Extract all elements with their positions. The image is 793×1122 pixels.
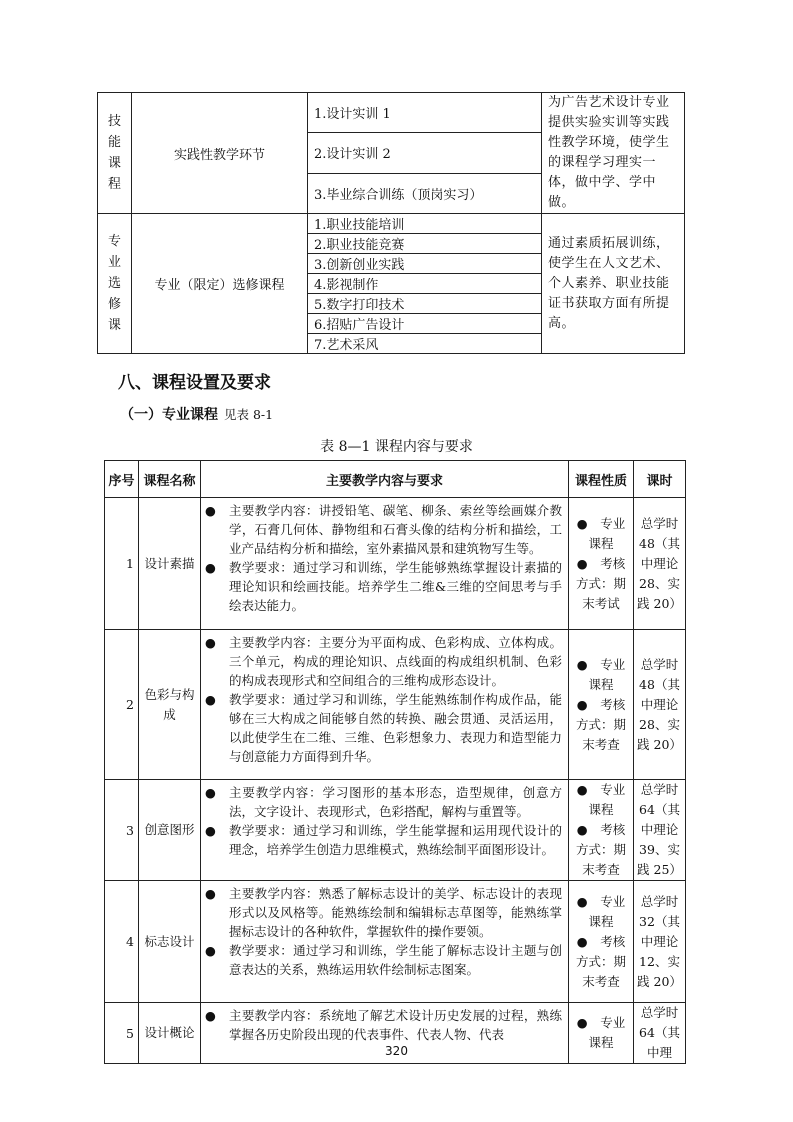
content-bullet-item bbox=[205, 501, 562, 558]
header-hours: 课时 bbox=[634, 461, 686, 498]
course-nature: ● 专业课程 ● 考核方式：期末考试 bbox=[569, 498, 634, 630]
course-name: 标志设计 bbox=[139, 881, 201, 1003]
content-bullet-item bbox=[205, 941, 562, 979]
content-text: 主要教学内容：学习图形的基本形态，造型规律，创意方法，文字设计、表现形式，色彩搭配，解构与重置等。 bbox=[229, 785, 562, 819]
bullet-icon: ● bbox=[205, 943, 216, 958]
course-name: 设计素描 bbox=[139, 498, 201, 630]
bullet-icon: ● bbox=[205, 560, 216, 575]
content-bullet-item bbox=[205, 558, 562, 615]
practice-item: 7.艺术采风 bbox=[308, 334, 542, 354]
course-number: 3 bbox=[105, 780, 139, 881]
practice-item: 1.职业技能培训 bbox=[308, 214, 542, 234]
subcategory-cell: 专业（限定）选修课程 bbox=[132, 214, 308, 354]
course-nature: ● 专业课程 ● 考核方式：期末考查 bbox=[569, 881, 634, 1003]
course-number: 5 bbox=[105, 1003, 139, 1064]
practice-item: 4.影视制作 bbox=[308, 274, 542, 294]
course-nature: ● 专业课程 ● 考核方式：期末考查 bbox=[569, 630, 634, 780]
section-heading: 八、课程设置及要求 bbox=[118, 373, 271, 393]
course-row bbox=[105, 498, 686, 630]
course-row bbox=[105, 780, 686, 881]
table-reference: 见表 8-1 bbox=[224, 407, 274, 422]
course-content bbox=[201, 780, 569, 881]
subsection-heading bbox=[120, 404, 273, 424]
content-bullet-item bbox=[205, 884, 562, 941]
header-content: 主要教学内容与要求 bbox=[201, 461, 569, 498]
bullet-icon: ● bbox=[205, 886, 216, 901]
page-number: 320 bbox=[385, 1044, 408, 1058]
bullet-icon: ● bbox=[205, 503, 216, 518]
course-nature: ● 专业课程 ● 考核方式：期末考查 bbox=[569, 780, 634, 881]
bullet-icon: ● bbox=[205, 692, 216, 707]
content-text: 主要教学内容：主要分为平面构成、色彩构成、立体构成。三个单元，构成的理论知识、点线面的构成组织机制、色彩的构成表现形式和空间组合的三维构成形态设计。 bbox=[229, 635, 562, 688]
table-caption: 表 8—1 课程内容与要求 bbox=[320, 439, 473, 455]
content-text: 主要教学内容：系统地了解艺术设计历史发展的过程，熟练掌握各历史阶段出现的代表事件、代表人物、代表 bbox=[229, 1008, 562, 1042]
content-text: 教学要求：通过学习和训练，学生能够熟练掌握设计素描的理论知识和绘画技能。培养学生二维&三维的空间思考与手绘表达能力。 bbox=[229, 560, 562, 613]
course-number: 2 bbox=[105, 630, 139, 780]
course-content bbox=[201, 630, 569, 780]
course-content bbox=[201, 881, 569, 1003]
header-nature: 课程性质 bbox=[569, 461, 634, 498]
course-number: 1 bbox=[105, 498, 139, 630]
course-name: 创意图形 bbox=[139, 780, 201, 881]
category-cell: 专 业 选 修 课 bbox=[98, 214, 132, 354]
category-cell: 技 能 课 程 bbox=[98, 93, 132, 214]
practice-item: 3.毕业综合训练（顶岗实习） bbox=[308, 173, 542, 213]
elective-practice-table bbox=[97, 92, 685, 354]
content-bullet-item bbox=[205, 1006, 562, 1044]
bullet-icon: ● bbox=[205, 823, 216, 838]
content-text: 教学要求：通过学习和训练，学生能熟练制作构成作品，能够在三大构成之间能够自然的转换、融会贯通、灵活运用，以此使学生在二维、三维、色彩想象力、表现力和造型能力与创意能力方面得到升华。 bbox=[229, 692, 562, 764]
bullet-icon: ● bbox=[205, 1008, 216, 1023]
header-name: 课程名称 bbox=[139, 461, 201, 498]
course-hours: 总学时 64（其中理论 39、实践 25） bbox=[634, 780, 686, 881]
header-no: 序号 bbox=[105, 461, 139, 498]
practice-row bbox=[98, 214, 685, 234]
course-nature: ● 专业课程 bbox=[569, 1003, 634, 1064]
content-bullet-item bbox=[205, 821, 562, 859]
course-content-table bbox=[104, 460, 686, 1064]
course-hours: 总学时 48（其中理论 28、实践 20） bbox=[634, 630, 686, 780]
bullet-icon: ● bbox=[205, 785, 216, 800]
course-hours: 总学时 32（其中理论 12、实践 20） bbox=[634, 881, 686, 1003]
practice-note: 通过素质拓展训练，使学生在人文艺术、个人素养、职业技能证书获取方面有所提高。 bbox=[542, 214, 685, 354]
practice-item: 2.设计实训 2 bbox=[308, 133, 542, 173]
course-row bbox=[105, 630, 686, 780]
content-bullet-item bbox=[205, 633, 562, 690]
content-text: 主要教学内容：熟悉了解标志设计的美学、标志设计的表现形式以及风格等。能熟练绘制和编辑标志草图等，能熟练掌握标志设计的各种软件，掌握软件的操作要领。 bbox=[229, 886, 562, 939]
practice-item: 6.招贴广告设计 bbox=[308, 314, 542, 334]
course-hours: 总学时 64（其中理 bbox=[634, 1003, 686, 1064]
course-number: 4 bbox=[105, 881, 139, 1003]
content-bullet-item bbox=[205, 783, 562, 821]
content-text: 教学要求：通过学习和训练，学生能掌握和运用现代设计的理念，培养学生创造力思维模式，熟练绘制平面图形设计。 bbox=[229, 823, 562, 857]
content-bullet-item bbox=[205, 690, 562, 766]
content-text: 主要教学内容：讲授铅笔、碳笔、柳条、索丝等绘画媒介教学，石膏几何体、静物组和石膏头像的结构分析和描绘，工业产品结构分析和描绘，室外素描风景和建筑物写生等。 bbox=[229, 503, 562, 556]
practice-item: 3.创新创业实践 bbox=[308, 254, 542, 274]
practice-row bbox=[98, 93, 685, 133]
content-text: 教学要求：通过学习和训练，学生能了解标志设计主题与创意表达的关系，熟练运用软件绘制标志图案。 bbox=[229, 943, 562, 977]
course-name: 色彩与构成 bbox=[139, 630, 201, 780]
practice-item: 1.设计实训 1 bbox=[308, 93, 542, 133]
practice-note: 为广告艺术设计专业提供实验实训等实践性教学环境，使学生的课程学习理实一体，做中学、学中做。 bbox=[542, 93, 685, 214]
practice-item: 2.职业技能竞赛 bbox=[308, 234, 542, 254]
practice-item: 5.数字打印技术 bbox=[308, 294, 542, 314]
subsection-title: （一）专业课程 bbox=[120, 407, 218, 423]
course-row bbox=[105, 881, 686, 1003]
bullet-icon: ● bbox=[205, 635, 216, 650]
table-header-row bbox=[105, 461, 686, 498]
course-name: 设计概论 bbox=[139, 1003, 201, 1064]
course-content bbox=[201, 498, 569, 630]
subcategory-cell: 实践性教学环节 bbox=[132, 93, 308, 214]
course-hours: 总学时 48（其中理论 28、实践 20） bbox=[634, 498, 686, 630]
